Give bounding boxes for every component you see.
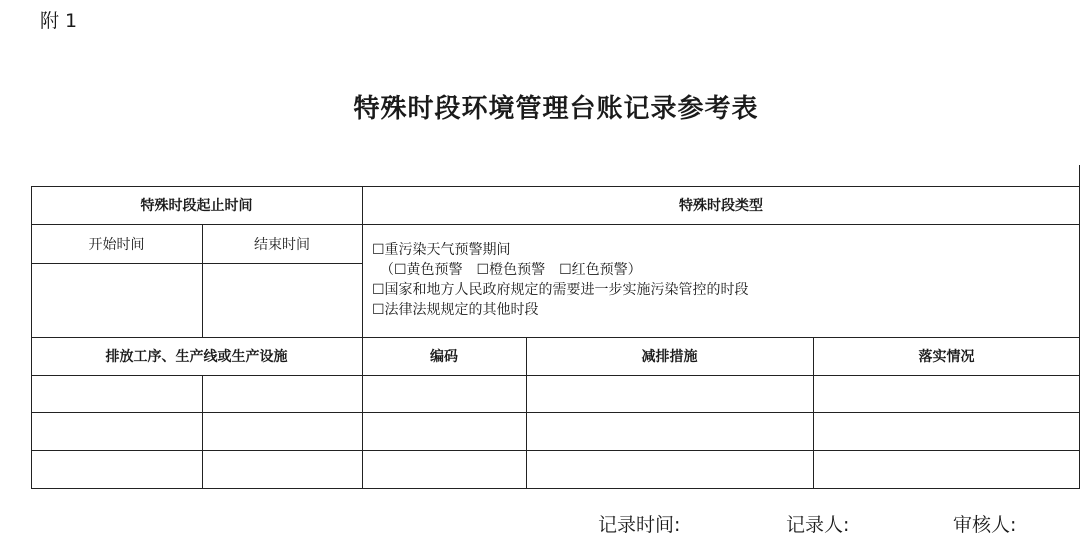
table-line: [31, 450, 1080, 451]
table-line: [31, 375, 1080, 376]
column-header: 排放工序、生产线或生产设施: [105, 349, 288, 365]
type-option: ☐法律法规规定的其他时段: [372, 302, 539, 318]
type-option: （☐黄色预警 ☐橙色预警 ☐红色预警）: [380, 262, 642, 278]
end-time-label: 结束时间: [254, 236, 310, 253]
table-border-bottom: [31, 488, 1080, 489]
recorder-label: 记录人:: [786, 514, 850, 536]
type-options: [372, 240, 749, 320]
column-header: 落实情况: [918, 349, 975, 365]
table-line: [31, 263, 362, 264]
column-header: 减排措施: [641, 349, 698, 365]
type-option: ☐国家和地方人民政府规定的需要进一步实施污染管控的时段: [372, 282, 749, 298]
annex-label: 附 1: [40, 10, 78, 32]
type-option: ☐重污染天气预警期间: [372, 242, 511, 258]
reviewer-label: 审核人:: [953, 514, 1017, 536]
table-line: [31, 412, 1080, 413]
record-time-label: 记录时间:: [598, 514, 681, 536]
type-header: 特殊时段类型: [679, 198, 763, 214]
period-header: 特殊时段起止时间: [140, 198, 253, 214]
column-header: 编码: [430, 349, 458, 365]
table-line: [202, 375, 203, 488]
start-time-label: 开始时间: [88, 236, 145, 253]
page-title: 特殊时段环境管理台账记录参考表: [353, 94, 759, 124]
